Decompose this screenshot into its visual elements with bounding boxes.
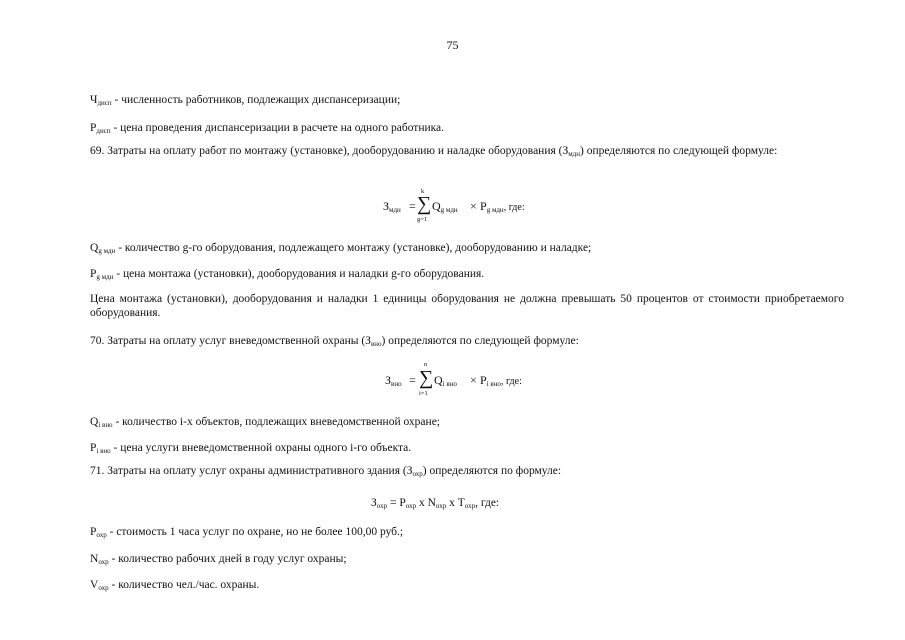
page-number: 75 bbox=[446, 38, 459, 52]
document-page: 75 $Ч_{дисп}$ - численность работников, подлежащих диспансеризации; $Р_{дисп}$ - цена проведения диспансеризации в расчете на одного работника. 69. Затраты на оплату работ по монтажу (установке), дооборудованию и наладке оборудования $(З_{мдн})$ определяются по следующей формуле: Змдн = k ∑ g=1 Qg мдн × Pg мдн, где: $Q_{g мдн}$ - количество g-го оборудования, подлежащего монтажу (установке), дооборудованию и наладке; $P_{g мдн}$ - цена монтажа (установки), дооборудования и наладки g-го оборудования. Цена монтажа (установки), дооборудования и наладки 1 единицы оборудования не должна превышать 50 процентов от стоимости приобретаемого оборудования. 70. Затраты на оплату услуг вневедомственной охраны $(З_{вно})$ определяются по следующей формуле: Звно = n ∑ i=1 Qi вно × Pi вно, где: $Q_{i вно}$ - количество i-х объектов, подлежащих вневедомственной охране; $P_{i вно}$ - цена услуги вневедомственной охраны одного i-го объекта. 71. Затраты на оплату услуг охраны административного здания $(З_{охр})$ определяются по формуле: $З_{охр} = Р_{охр}$ х $N_{охр}$ х $Т_{охр}$, где: $Р_{охр}$ - стоимость 1 часа услуг по охране, но не более 100,00 руб.; $N_{охр}$ - количество рабочих дней в году услуг охраны; $V_{охр}$ - количество чел./час. охраны. bbox=[0, 0, 905, 640]
definition-q-mdn: $Q_{g мдн}$ - количество g-го оборудования, подлежащего монтажу (установке), дооборудованию и наладке; bbox=[90, 242, 592, 255]
definition-p-mdn: $P_{g мдн}$ - цена монтажа (установки), дооборудования и наладки g-го оборудования. bbox=[90, 268, 485, 281]
definition-r-ohr: $Р_{охр}$ - стоимость 1 часа услуг по охране, но не более 100,00 руб.; bbox=[90, 526, 404, 539]
definition-n-ohr: $N_{охр}$ - количество рабочих дней в году услуг охраны; bbox=[90, 553, 347, 566]
formula-71: $З_{охр} = Р_{охр}$ х $N_{охр}$ х $Т_{охр}$, где: bbox=[371, 497, 500, 510]
paragraph-70: 70. Затраты на оплату услуг вневедомственной охраны $(З_{вно})$ определяются по следующей формуле: bbox=[90, 335, 579, 348]
definition-ch-disp: $Ч_{дисп}$ - численность работников, подлежащих диспансеризации; bbox=[90, 94, 401, 107]
definition-v-ohr: $V_{охр}$ - количество чел./час. охраны. bbox=[90, 579, 260, 592]
paragraph-71: 71. Затраты на оплату услуг охраны административного здания $(З_{охр})$ определяются по формуле: bbox=[90, 465, 562, 478]
definition-p-vno: $P_{i вно}$ - цена услуги вневедомственной охраны одного i-го объекта. bbox=[90, 442, 412, 455]
definition-q-vno: $Q_{i вно}$ - количество i-х объектов, подлежащих вневедомственной охране; bbox=[90, 416, 440, 429]
paragraph-price-limit: Цена монтажа (установки), дооборудования и наладки 1 единицы оборудования не должна превышать 50 процентов от стоимости приобретаемого оборудования. bbox=[90, 293, 844, 319]
definition-r-disp: $Р_{дисп}$ - цена проведения диспансеризации в расчете на одного работника. bbox=[90, 122, 445, 135]
paragraph-69: 69. Затраты на оплату работ по монтажу (установке), дооборудованию и наладке оборудования $(З_{мдн})$ определяются по следующей формуле: bbox=[90, 145, 778, 158]
